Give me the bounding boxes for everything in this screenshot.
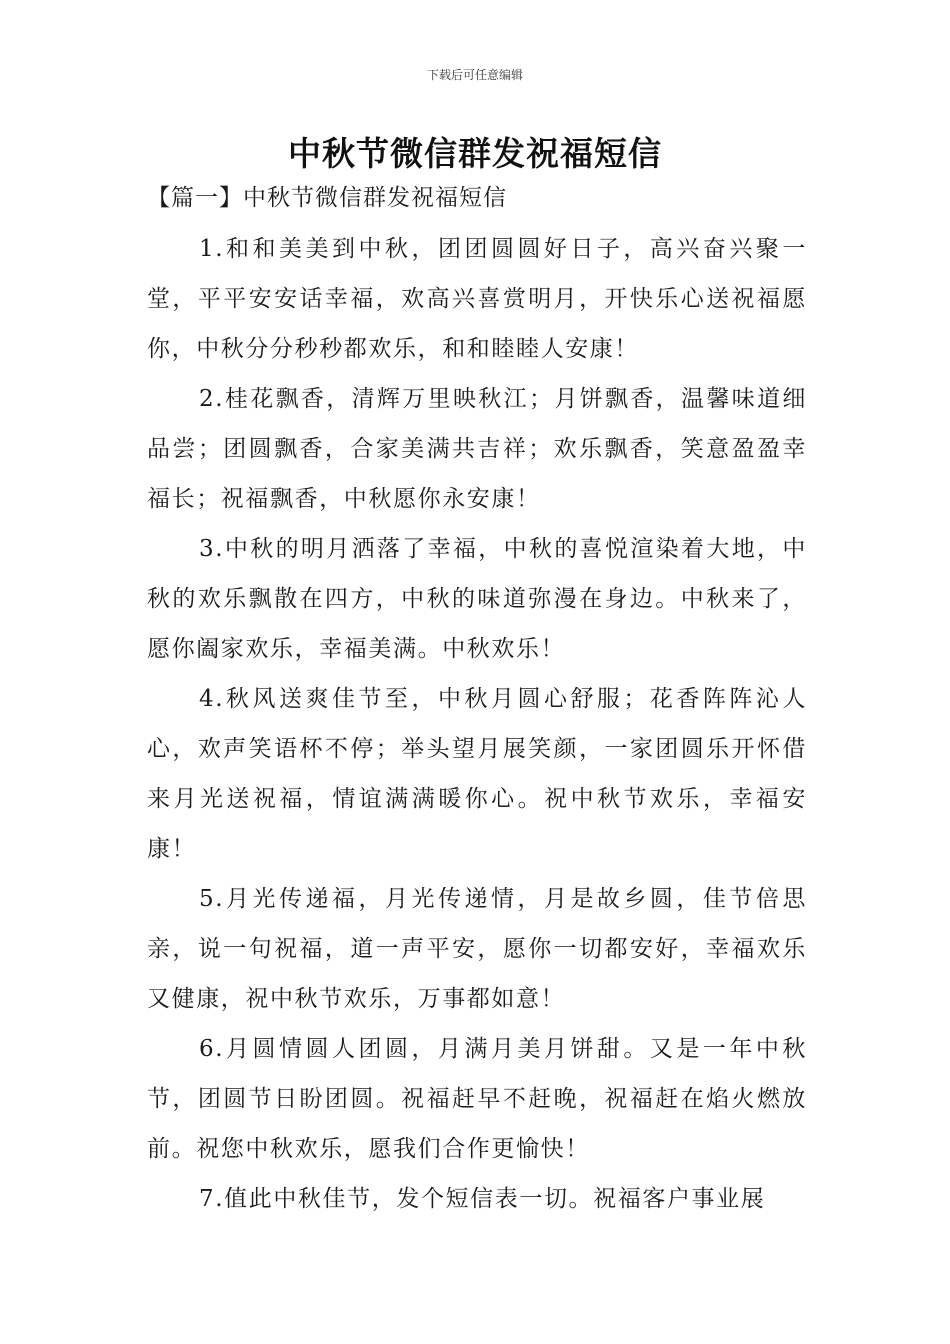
paragraph-7: 7.值此中秋佳节，发个短信表一切。祝福客户事业展 bbox=[199, 1186, 766, 1212]
section-heading: 【篇一】中秋节微信群发祝福短信 bbox=[147, 185, 507, 211]
paragraph-1: 1.和和美美到中秋，团团圆圆好日子，高兴奋兴聚一堂，平平安安话幸福，欢高兴喜赏明月，开快乐心送祝福愿你，中秋分分秒秒都欢乐，和和睦睦人安康！ bbox=[147, 236, 807, 362]
paragraph-5: 5.月光传递福，月光传递情，月是故乡圆，佳节倍思亲，说一句祝福，道一声平安，愿你一切都安好，幸福欢乐又健康，祝中秋节欢乐，万事都如意！ bbox=[147, 886, 807, 1012]
paragraph-4: 4.秋风送爽佳节至，中秋月圆心舒服；花香阵阵沁人心，欢声笑语杯不停；举头望月展笑颜，一家团圆乐开怀借来月光送祝福，情谊满满暖你心。祝中秋节欢乐，幸福安康！ bbox=[147, 686, 807, 862]
header-note: 下载后可任意编辑 bbox=[426, 68, 523, 82]
document-title: 中秋节微信群发祝福短信 bbox=[288, 134, 662, 173]
paragraph-6: 6.月圆情圆人团圆，月满月美月饼甜。又是一年中秋节，团圆节日盼团圆。祝福赶早不赶晚，祝福赶在焰火燃放前。祝您中秋欢乐，愿我们合作更愉快！ bbox=[147, 1036, 807, 1162]
paragraph-2: 2.桂花飘香，清辉万里映秋江；月饼飘香，温馨味道细品尝；团圆飘香，合家美满共吉祥；欢乐飘香，笑意盈盈幸福长；祝福飘香，中秋愿你永安康！ bbox=[147, 386, 807, 512]
document-body bbox=[147, 179, 807, 1224]
paragraph-3: 3.中秋的明月洒落了幸福，中秋的喜悦渲染着大地，中秋的欢乐飘散在四方，中秋的味道弥漫在身边。中秋来了，愿你阖家欢乐，幸福美满。中秋欢乐！ bbox=[147, 536, 807, 662]
